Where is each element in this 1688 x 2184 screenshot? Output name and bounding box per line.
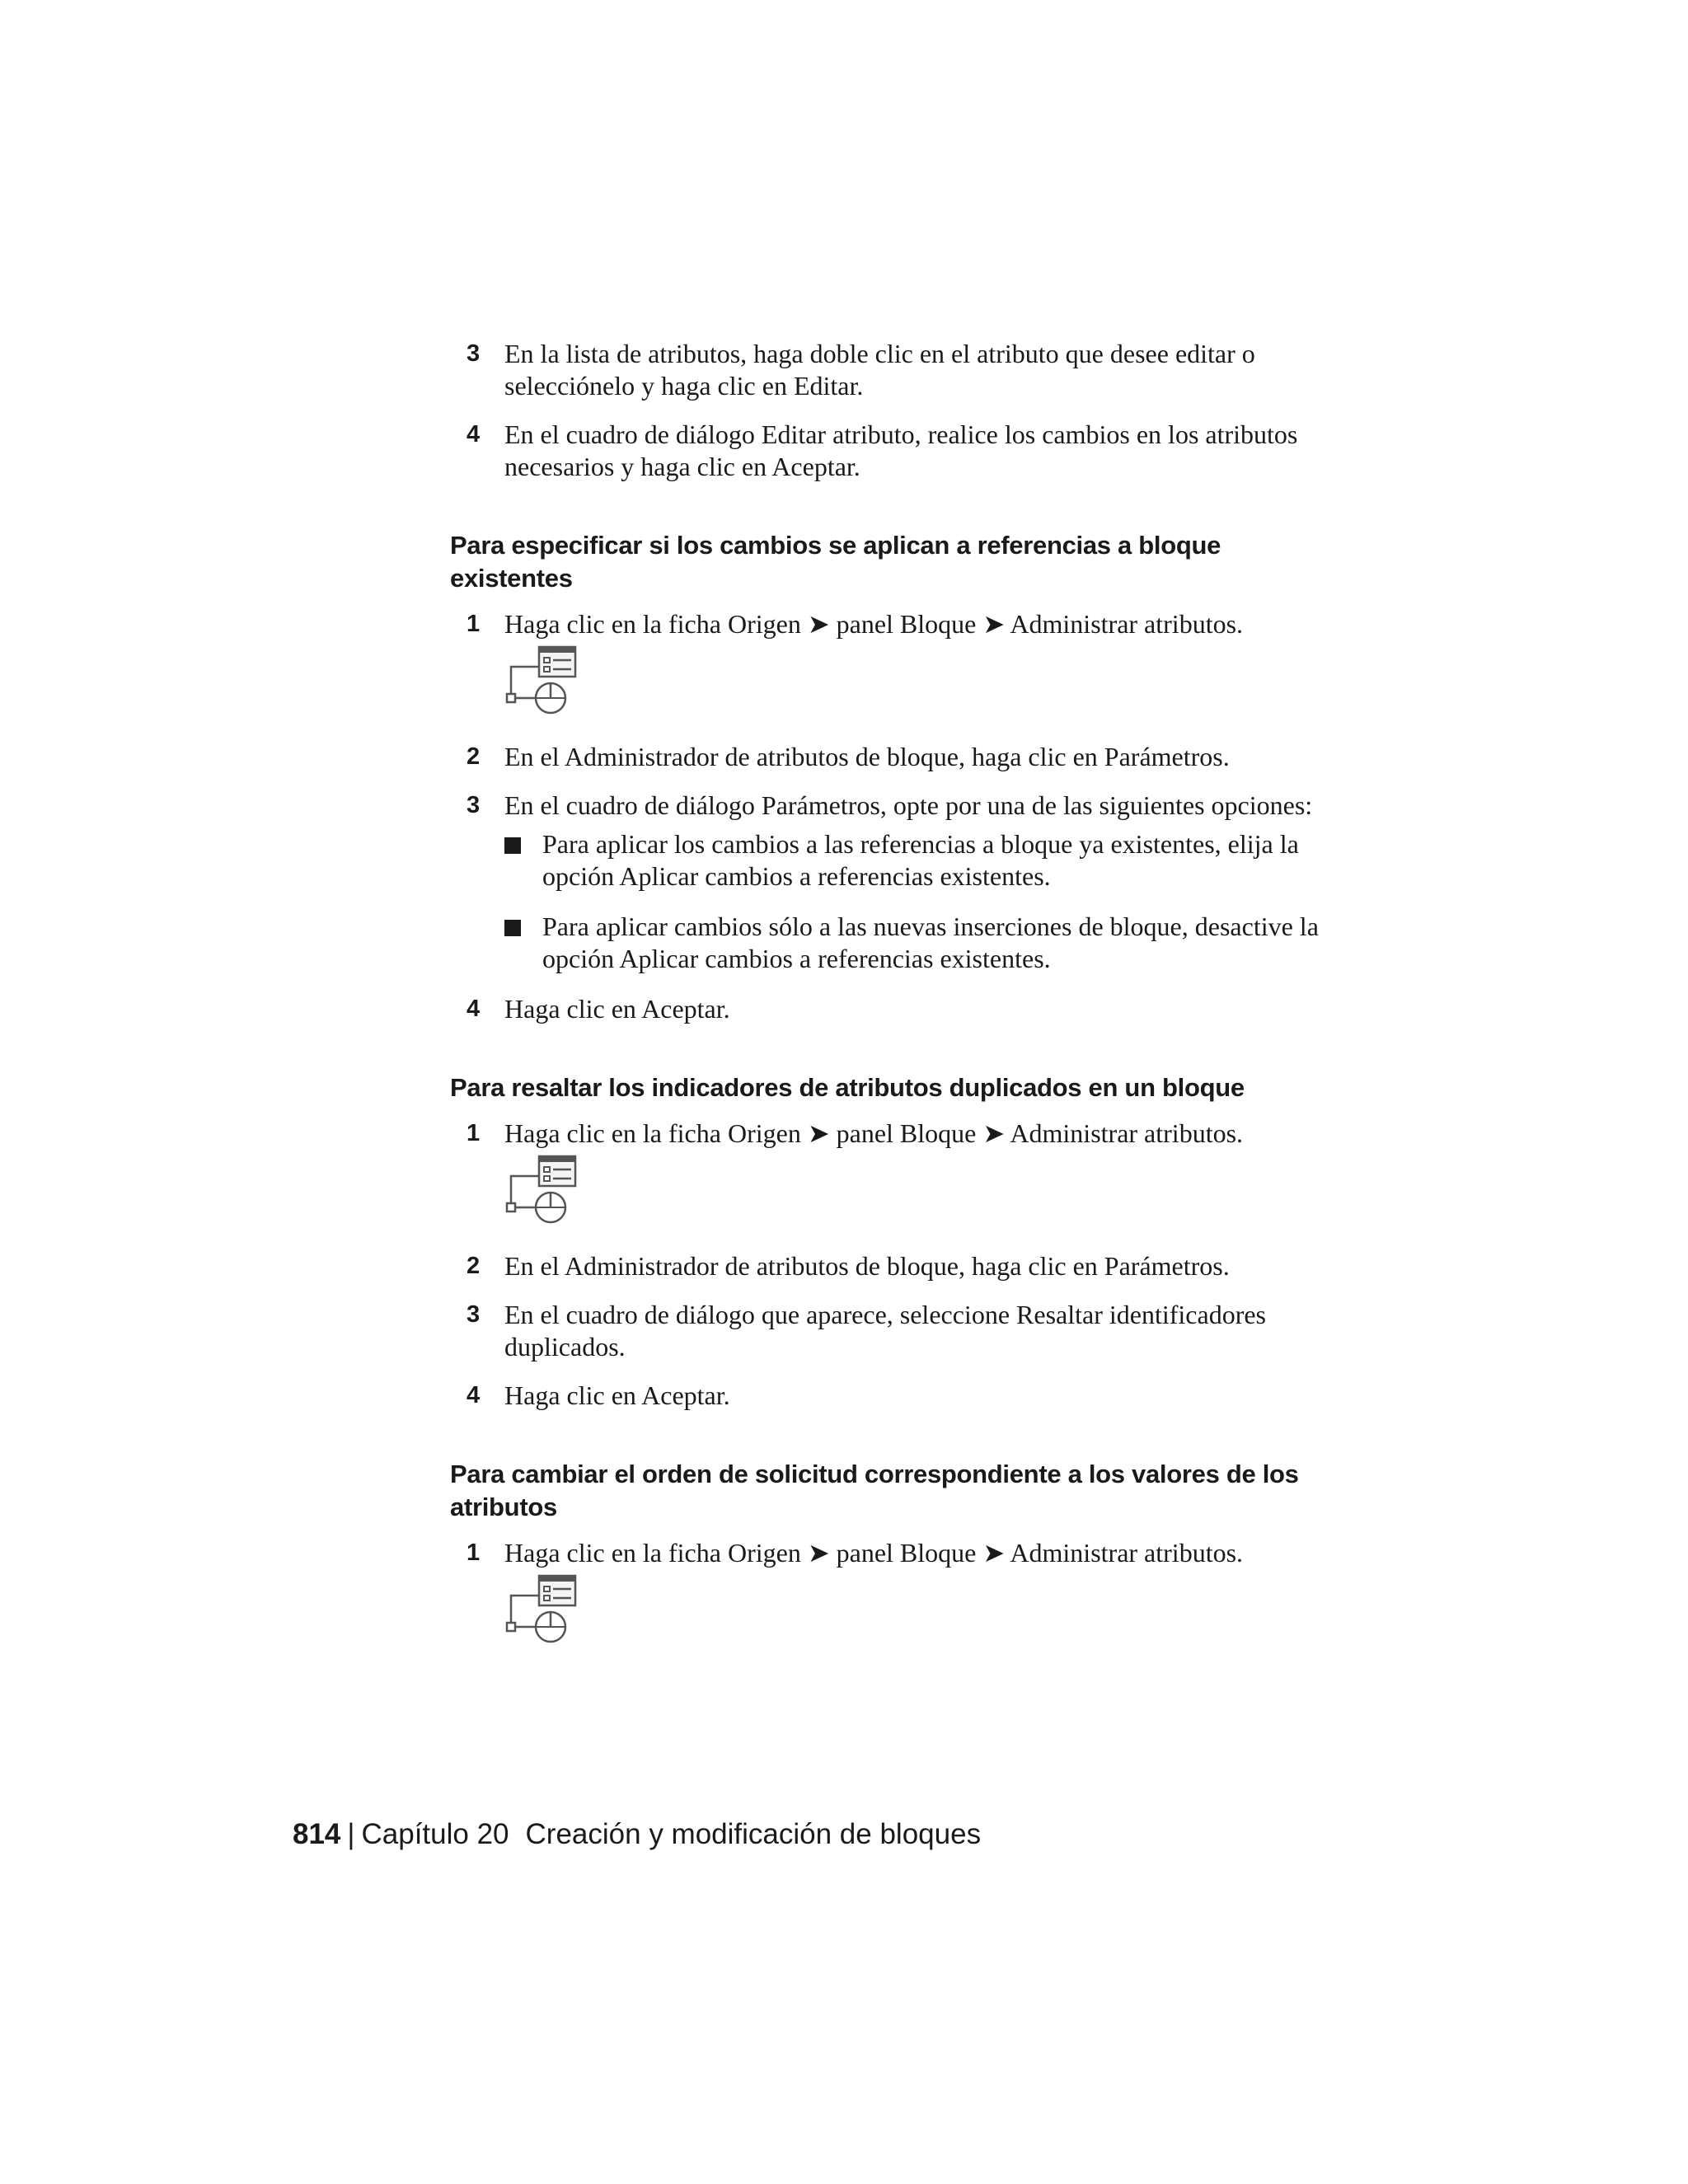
page-number: 814 (293, 1818, 341, 1850)
bullet-text: Para aplicar cambios sólo a las nuevas inserciones de bloque, desactive la opción Aplicar cambios a referencias existentes. (542, 912, 1319, 973)
step-text: En el Administrador de atributos de bloque, haga clic en Parámetros. (504, 1251, 1230, 1281)
bullet-text: Para aplicar los cambios a las referencias a bloque ya existentes, elija la opción Aplicar cambios a referencias existentes. (542, 829, 1299, 891)
step-number: 3 (467, 340, 481, 367)
step-text: Haga clic en la ficha Origen ➤ panel Bloque ➤ Administrar atributos. (504, 609, 1244, 639)
section2-step-3 (450, 1299, 1340, 1363)
step-text: En el Administrador de atributos de bloque, haga clic en Parámetros. (504, 742, 1230, 771)
option-list (504, 828, 1340, 975)
section3-step-1 (450, 1537, 1340, 1648)
section-heading-highlight-duplicates: Para resaltar los indicadores de atributos duplicados en un bloque (450, 1073, 1245, 1102)
section1-step-4 (450, 993, 1340, 1025)
intro-step-4 (450, 419, 1340, 483)
step-number: 1 (467, 611, 481, 637)
list-item (504, 828, 1340, 893)
section2-step-4 (450, 1380, 1340, 1412)
manage-attributes-icon (504, 1155, 580, 1227)
step-number: 4 (467, 996, 481, 1022)
step-number: 3 (467, 792, 481, 818)
step-text: Haga clic en la ficha Origen ➤ panel Bloque ➤ Administrar atributos. (504, 1118, 1244, 1148)
step-number: 4 (467, 421, 481, 448)
step-text: En el cuadro de diálogo Editar atributo, realice los cambios en los atributos necesarios y haga clic en Aceptar. (504, 419, 1298, 481)
intro-step-3 (450, 338, 1340, 402)
section2-step-1 (450, 1118, 1340, 1229)
step-number: 4 (467, 1382, 481, 1408)
list-item (504, 911, 1340, 975)
step-text: Haga clic en Aceptar. (504, 1380, 730, 1410)
manage-attributes-icon (504, 645, 580, 718)
step-text: Haga clic en Aceptar. (504, 994, 730, 1024)
section1-step-3 (450, 790, 1340, 975)
square-bullet-icon (504, 837, 521, 854)
section-heading-prompt-order: Para cambiar el orden de solicitud correspondiente a los valores de los atributos (450, 1460, 1299, 1521)
step-text: En la lista de atributos, haga doble clic en el atributo que desee editar o selecciónelo y haga clic en Editar. (504, 339, 1255, 401)
page-content (450, 338, 1340, 1670)
section-heading-apply-changes: Para especificar si los cambios se aplican a referencias a bloque existentes (450, 531, 1221, 593)
step-text: En el cuadro de diálogo Parámetros, opte por una de las siguientes opciones: (504, 790, 1313, 820)
step-number: 3 (467, 1301, 481, 1328)
manage-attributes-icon (504, 1574, 580, 1647)
footer-separator: | (347, 1818, 355, 1850)
chapter-title: Creación y modificación de bloques (525, 1818, 982, 1850)
square-bullet-icon (504, 920, 521, 936)
step-number: 1 (467, 1120, 481, 1146)
section2-step-2 (450, 1250, 1340, 1282)
step-number: 1 (467, 1540, 481, 1566)
step-text: En el cuadro de diálogo que aparece, seleccione Resaltar identificadores duplicados. (504, 1300, 1266, 1361)
section1-step-1 (450, 608, 1340, 719)
step-number: 2 (467, 743, 481, 770)
step-number: 2 (467, 1253, 481, 1279)
section1-step-2 (450, 741, 1340, 773)
step-text: Haga clic en la ficha Origen ➤ panel Bloque ➤ Administrar atributos. (504, 1538, 1244, 1568)
page-footer (293, 1816, 981, 1853)
chapter-label: Capítulo 20 (361, 1818, 509, 1850)
